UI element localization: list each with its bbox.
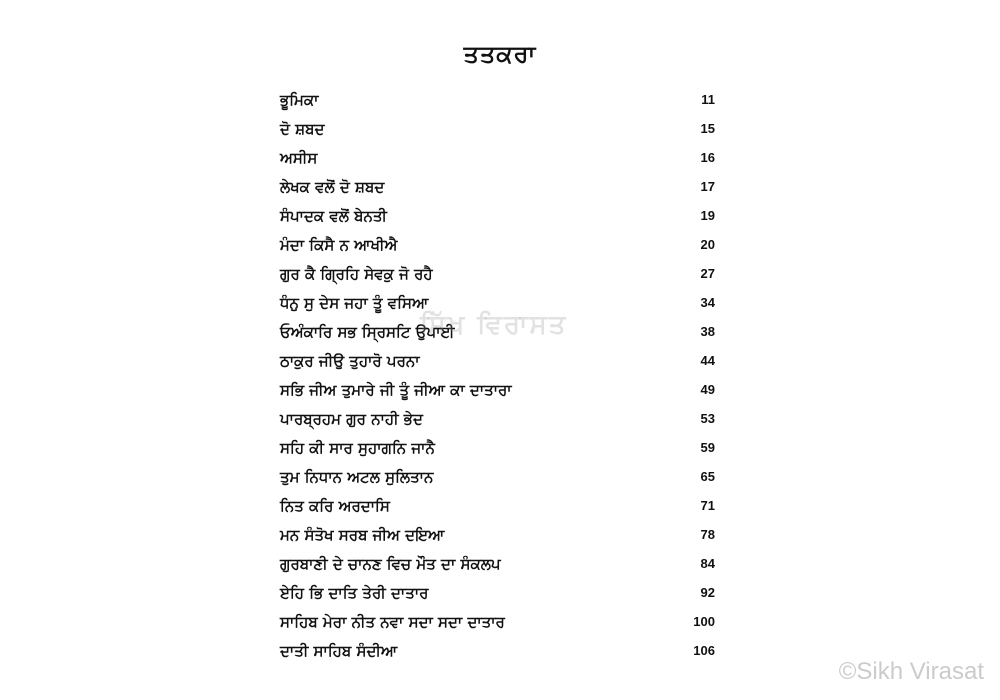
toc-entry-page: 27 xyxy=(700,266,715,281)
toc-entry xyxy=(280,347,715,375)
toc-entry-page: 59 xyxy=(700,440,715,455)
toc-entry-page: 71 xyxy=(700,498,715,513)
toc-entry-page: 15 xyxy=(700,121,715,136)
toc-entry-page: 84 xyxy=(700,556,715,571)
toc-entry-title: ਗੁਰਬਾਣੀ ਦੇ ਚਾਨਣ ਵਿਚ ਮੌਤ ਦਾ ਸੰਕਲਪ xyxy=(280,555,501,573)
toc-entry xyxy=(280,405,715,433)
toc-entry-title: ਅਸੀਸ xyxy=(280,149,318,167)
toc-entry-title: ਭੂਮਿਕਾ xyxy=(280,91,319,109)
corner-watermark: ©Sikh Virasat xyxy=(838,658,984,685)
toc-entry-title: ਸਾਹਿਬ ਮੇਰਾ ਨੀਤ ਨਵਾ ਸਦਾ ਸਦਾ ਦਾਤਾਰ xyxy=(280,613,505,631)
toc-entry-page: 78 xyxy=(700,527,715,542)
toc-entry-title: ਤੁਮ ਨਿਧਾਨ ਅਟਲ ਸੁਲਿਤਾਨ xyxy=(280,468,434,486)
toc-entry xyxy=(280,260,715,288)
toc-entry-page: 38 xyxy=(700,324,715,339)
toc-entry-page: 11 xyxy=(701,92,715,107)
toc-entry-page: 92 xyxy=(700,585,715,600)
toc-entry-title: ਮੰਦਾ ਕਿਸੈ ਨ ਆਖੀਐ xyxy=(280,236,398,254)
toc-entry-title: ਗੁਰ ਕੈ ਗ੍ਰਿਹਿ ਸੇਵਕੁ ਜੋ ਰਹੈ xyxy=(280,265,433,283)
toc-entry-page: 49 xyxy=(700,382,715,397)
toc-entry-title: ਲੇਖਕ ਵਲੋਂ ਦੋ ਸ਼ਬਦ xyxy=(280,178,385,196)
toc-entry-page: 16 xyxy=(700,150,715,165)
toc-entry-title: ਧੰਨੁ ਸੁ ਦੇਸ ਜਹਾ ਤੂੰ ਵਸਿਆ xyxy=(280,294,429,312)
toc-entry xyxy=(280,376,715,404)
toc-entry-page: 34 xyxy=(700,295,715,310)
toc-entry-title: ਏਹਿ ਭਿ ਦਾਤਿ ਤੇਰੀ ਦਾਤਾਰ xyxy=(280,584,429,602)
toc-entry-title: ਪਾਰਬ੍ਰਹਮ ਗੁਰ ਨਾਹੀ ਭੇਦ xyxy=(280,410,423,428)
toc-entry-page: 53 xyxy=(700,411,715,426)
toc-entry xyxy=(280,637,715,665)
toc-entry-page: 19 xyxy=(700,208,715,223)
toc-entry-title: ਸਭਿ ਜੀਅ ਤੁਮਾਰੇ ਜੀ ਤੂੰ ਜੀਆ ਕਾ ਦਾਤਾਰਾ xyxy=(280,381,512,399)
toc-entry xyxy=(280,463,715,491)
toc-entry-title: ਸਹਿ ਕੀ ਸਾਰ ਸੁਹਾਗਨਿ ਜਾਨੈ xyxy=(280,439,435,457)
toc-entry-title: ਓਅੰਕਾਰਿ ਸਭ ਸ੍ਰਿਸਟਿ ਉਪਾਈ xyxy=(280,323,455,341)
toc-entry-title: ਦਾਤੀ ਸਾਹਿਬ ਸੰਦੀਆ xyxy=(280,642,398,660)
toc-entry xyxy=(280,492,715,520)
toc-entry xyxy=(280,86,715,114)
toc-entry xyxy=(280,144,715,172)
page-title: ਤਤਕਰਾ xyxy=(463,40,537,68)
toc-entry xyxy=(280,173,715,201)
toc-entry xyxy=(280,115,715,143)
toc-entry-page: 17 xyxy=(700,179,715,194)
toc-entry xyxy=(280,202,715,230)
toc-entry xyxy=(280,231,715,259)
toc-entry-title: ਠਾਕੁਰ ਜੀਉ ਤੁਹਾਰੋ ਪਰਨਾ xyxy=(280,352,420,370)
toc-entry-page: 106 xyxy=(693,643,715,658)
toc-entry-page: 20 xyxy=(700,237,715,252)
toc-entry xyxy=(280,521,715,549)
toc-entry xyxy=(280,550,715,578)
toc-entry-page: 65 xyxy=(700,469,715,484)
toc-entry-title: ਦੋ ਸ਼ਬਦ xyxy=(280,120,325,138)
toc-entry-title: ਮਨ ਸੰਤੋਖ ਸਰਬ ਜੀਅ ਦਇਆ xyxy=(280,526,445,544)
toc-entry xyxy=(280,434,715,462)
toc-entry xyxy=(280,579,715,607)
toc-entry-title: ਨਿਤ ਕਰਿ ਅਰਦਾਸਿ xyxy=(280,497,390,515)
toc-entry-page: 44 xyxy=(700,353,715,368)
toc-entry-title: ਸੰਪਾਦਕ ਵਲੋਂ ਬੇਨਤੀ xyxy=(280,207,387,225)
center-watermark: ਸਿੱਖ ਵਿਰਾਸਤ xyxy=(420,310,568,340)
toc-entry xyxy=(280,608,715,636)
toc-entry-page: 100 xyxy=(693,614,715,629)
